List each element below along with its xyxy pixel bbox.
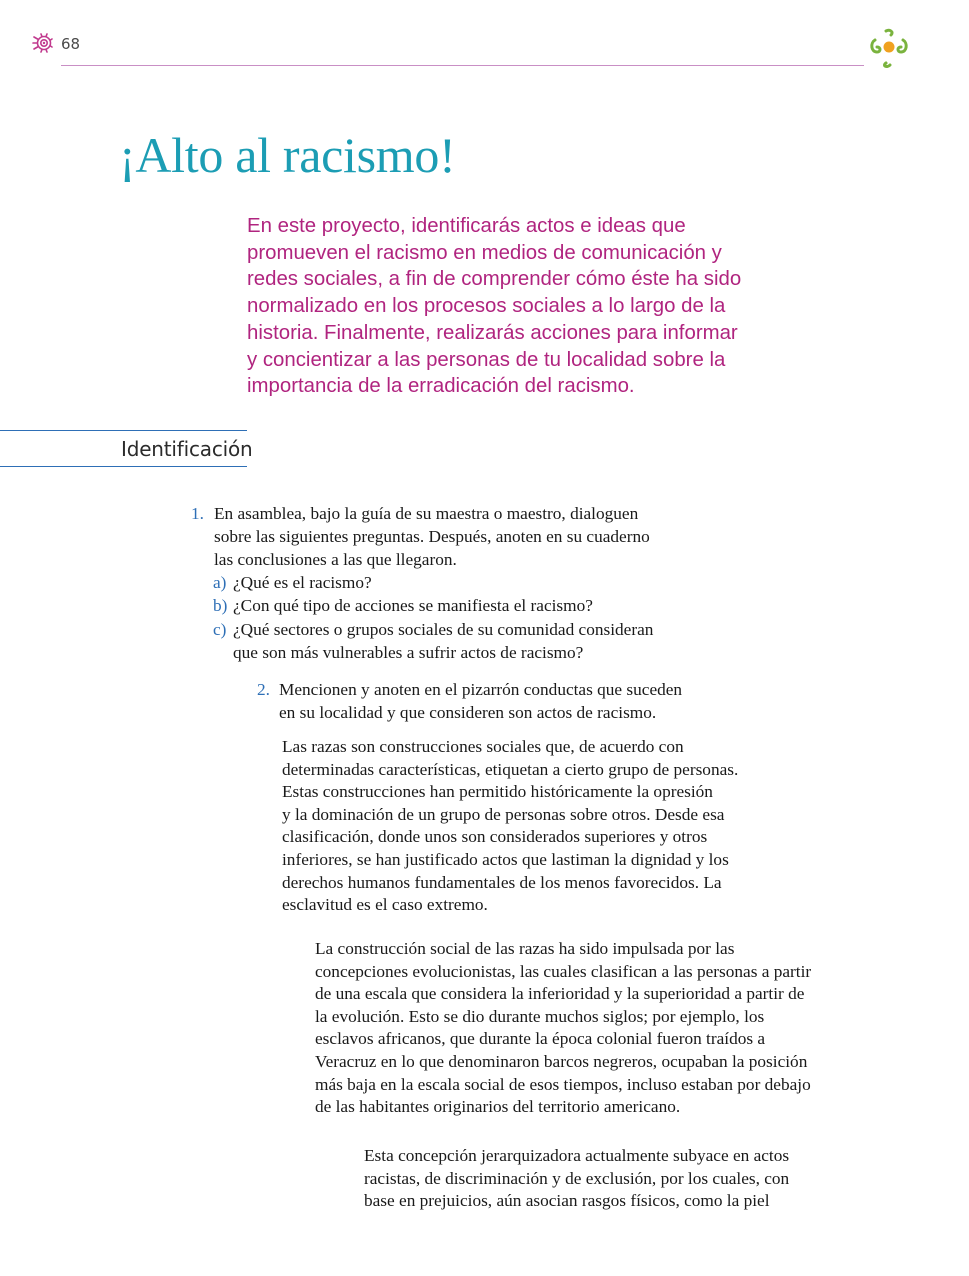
- paragraph-line: de una escala que considera la inferioridad y la superioridad a partir de: [315, 984, 805, 1004]
- aztec-glyph-icon: [32, 33, 54, 53]
- paragraph-line: racistas, de discriminación y de exclusión, por los cuales, con: [364, 1168, 790, 1188]
- question-item-c-continued: [213, 641, 653, 664]
- question-item-a: [213, 571, 653, 594]
- paragraph-line: Esta concepción jerarquizadora actualmente subyace en actos: [364, 1146, 790, 1165]
- paragraph-line: esclavitud es el caso extremo.: [282, 895, 488, 915]
- question-label: b): [213, 596, 228, 616]
- activity-2-line: en su localidad y que consideren son actos de racismo.: [279, 703, 657, 722]
- activity-2-number: [257, 678, 270, 701]
- intro-text: [247, 213, 767, 400]
- paragraph-line: derechos humanos fundamentales de los menos favorecidos. La: [282, 872, 722, 892]
- section-rule-top: [0, 430, 247, 431]
- intro-line: normalizado en los procesos sociales a lo largo de la: [247, 295, 726, 318]
- intro-line: historia. Finalmente, realizarás acciones para informar: [247, 321, 738, 344]
- question-item-b: [213, 594, 653, 617]
- paragraph-line: la evolución. Esto se dio durante muchos siglos; por ejemplo, los: [315, 1006, 765, 1026]
- paragraph-line: concepciones evolucionistas, las cuales clasifican a las personas a partir: [315, 961, 812, 981]
- question-text: ¿Qué sectores o grupos sociales de su comunidad consideran: [233, 619, 654, 639]
- question-text: ¿Con qué tipo de acciones se manifiesta el racismo?: [233, 596, 593, 616]
- activity-2-line: Mencionen y anoten en el pizarrón conductas que suceden: [279, 680, 683, 699]
- intro-line: En este proyecto, identificarás actos e ideas que: [247, 215, 686, 237]
- paragraph-line: base en prejuicios, aún asocian rasgos físicos, como la piel: [364, 1191, 770, 1211]
- paragraph-line: y la dominación de un grupo de personas sobre otros. Desde esa: [282, 804, 725, 824]
- paragraph-line: determinadas características, etiquetan a cierto grupo de personas.: [282, 759, 739, 779]
- question-label: c): [213, 619, 227, 639]
- paragraph-line: Estas construcciones han permitido históricamente la opresión: [282, 782, 713, 802]
- paragraph-line: esclavos africanos, que durante la época colonial fueron traídos a: [315, 1029, 766, 1049]
- activity-number: 1.: [191, 504, 204, 523]
- activity-1-line: sobre las siguientes preguntas. Después, anoten en su cuaderno: [214, 527, 650, 546]
- activity-1-line: las conclusiones a las que llegaron.: [214, 550, 457, 569]
- intro-line: importancia de la erradicación del racismo.: [247, 375, 635, 398]
- activity-1-text: [214, 502, 650, 571]
- header-rule: [61, 65, 864, 66]
- paragraph-1: [282, 736, 738, 917]
- swirl-ornament-icon: [867, 28, 911, 68]
- section-rule-bottom: [0, 466, 247, 467]
- page-number: 68: [61, 35, 81, 53]
- question-item-c: [213, 618, 653, 641]
- activity-number: 2.: [257, 680, 270, 699]
- question-label: a): [213, 573, 227, 592]
- paragraph-line: La construcción social de las razas ha sido impulsada por las: [315, 939, 735, 958]
- activity-1-number: [191, 502, 204, 525]
- activity-1-line: En asamblea, bajo la guía de su maestra o maestro, dialoguen: [214, 504, 639, 523]
- question-text: ¿Qué es el racismo?: [233, 573, 372, 592]
- intro-line: redes sociales, a fin de comprender cómo éste ha sido: [247, 268, 742, 291]
- paragraph-line: inferiores, se han justificado actos que lastiman la dignidad y los: [282, 849, 729, 869]
- intro-line: promueven el racismo en medios de comunicación y: [247, 241, 722, 264]
- question-list: [213, 571, 653, 664]
- paragraph-line: de las habitantes originarios del territorio americano.: [315, 1097, 681, 1117]
- intro-line: y concientizar a las personas de tu localidad sobre la: [247, 348, 726, 371]
- paragraph-line: más baja en la escala social de esos tiempos, incluso estaban por debajo: [315, 1074, 811, 1094]
- paragraph-line: Las razas son construcciones sociales que, de acuerdo con: [282, 737, 684, 756]
- question-text: que son más vulnerables a sufrir actos de racismo?: [233, 642, 584, 662]
- paragraph-line: Veracruz en lo que denominaron barcos negreros, ocupaban la posición: [315, 1051, 808, 1071]
- paragraph-3: [364, 1145, 789, 1213]
- section-title: Identificación: [121, 437, 253, 461]
- activity-2-text: [279, 678, 682, 724]
- paragraph-2: [315, 938, 811, 1119]
- paragraph-line: clasificación, donde unos son considerados superiores y otros: [282, 827, 708, 847]
- page-title: ¡Alto al racismo!: [119, 127, 456, 183]
